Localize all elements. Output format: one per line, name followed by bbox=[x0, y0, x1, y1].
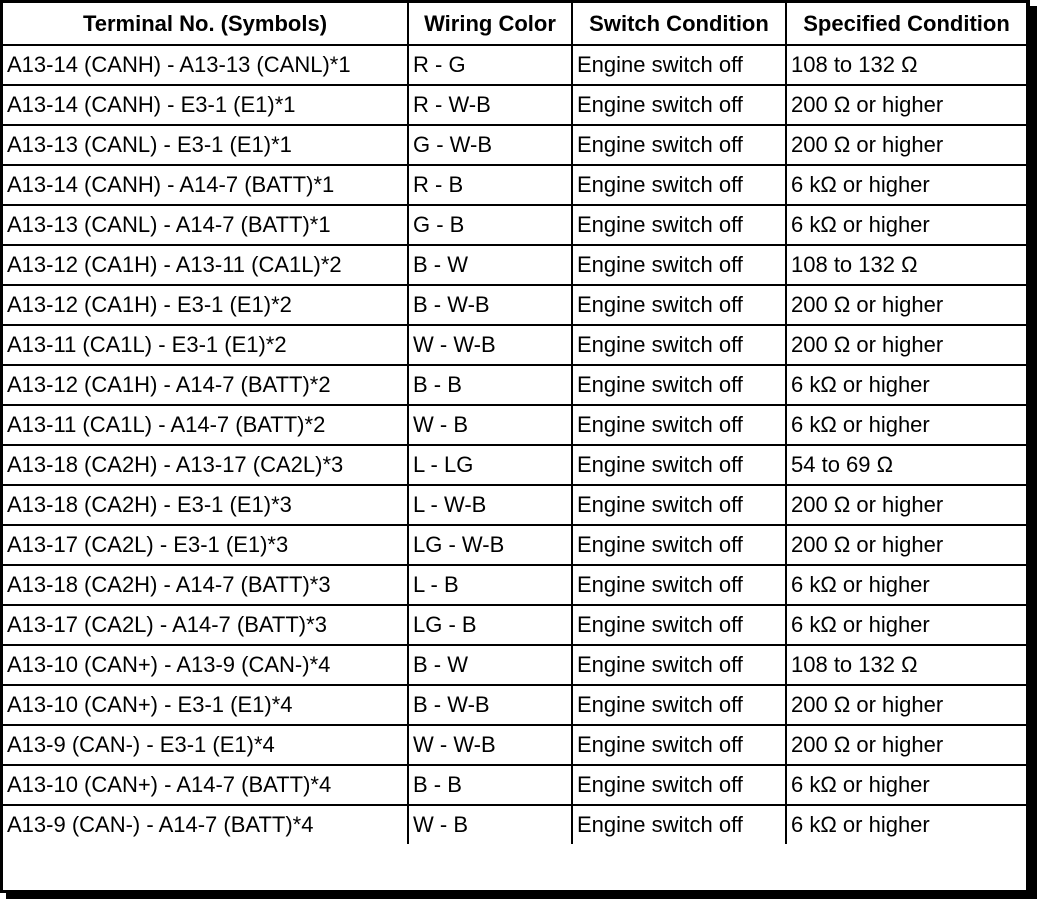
cell-switch-condition: Engine switch off bbox=[572, 325, 786, 365]
cell-terminal: A13-12 (CA1H) - A13-11 (CA1L)*2 bbox=[3, 245, 408, 285]
table-row bbox=[3, 205, 1026, 245]
cell-specified-condition: 200 Ω or higher bbox=[786, 685, 1026, 725]
cell-switch-condition: Engine switch off bbox=[572, 245, 786, 285]
cell-wiring-color: G - B bbox=[408, 205, 572, 245]
frame-shadow-right bbox=[1030, 6, 1037, 899]
cell-terminal: A13-14 (CANH) - E3-1 (E1)*1 bbox=[3, 85, 408, 125]
cell-specified-condition: 6 kΩ or higher bbox=[786, 605, 1026, 645]
cell-switch-condition: Engine switch off bbox=[572, 765, 786, 805]
cell-wiring-color: W - W-B bbox=[408, 725, 572, 765]
cell-terminal: A13-10 (CAN+) - E3-1 (E1)*4 bbox=[3, 685, 408, 725]
cell-terminal: A13-14 (CANH) - A14-7 (BATT)*1 bbox=[3, 165, 408, 205]
table-row bbox=[3, 45, 1026, 85]
cell-switch-condition: Engine switch off bbox=[572, 725, 786, 765]
header-specified-condition: Specified Condition bbox=[786, 3, 1026, 45]
table-row bbox=[3, 525, 1026, 565]
cell-specified-condition: 54 to 69 Ω bbox=[786, 445, 1026, 485]
cell-wiring-color: B - W bbox=[408, 645, 572, 685]
cell-specified-condition: 200 Ω or higher bbox=[786, 325, 1026, 365]
table-row bbox=[3, 485, 1026, 525]
cell-specified-condition: 6 kΩ or higher bbox=[786, 365, 1026, 405]
cell-specified-condition: 6 kΩ or higher bbox=[786, 805, 1026, 844]
cell-terminal: A13-18 (CA2H) - E3-1 (E1)*3 bbox=[3, 485, 408, 525]
cell-wiring-color: B - W-B bbox=[408, 285, 572, 325]
cell-wiring-color: W - B bbox=[408, 405, 572, 445]
cell-switch-condition: Engine switch off bbox=[572, 165, 786, 205]
cell-wiring-color: R - B bbox=[408, 165, 572, 205]
cell-wiring-color: B - W bbox=[408, 245, 572, 285]
cell-terminal: A13-9 (CAN-) - E3-1 (E1)*4 bbox=[3, 725, 408, 765]
cell-terminal: A13-13 (CANL) - A14-7 (BATT)*1 bbox=[3, 205, 408, 245]
table-row bbox=[3, 645, 1026, 685]
cell-specified-condition: 6 kΩ or higher bbox=[786, 765, 1026, 805]
cell-wiring-color: G - W-B bbox=[408, 125, 572, 165]
cell-switch-condition: Engine switch off bbox=[572, 685, 786, 725]
cell-switch-condition: Engine switch off bbox=[572, 405, 786, 445]
cell-wiring-color: B - W-B bbox=[408, 685, 572, 725]
cell-specified-condition: 200 Ω or higher bbox=[786, 725, 1026, 765]
table-row bbox=[3, 365, 1026, 405]
cell-terminal: A13-10 (CAN+) - A14-7 (BATT)*4 bbox=[3, 765, 408, 805]
frame-shadow-bottom bbox=[6, 893, 1037, 899]
table-row bbox=[3, 85, 1026, 125]
cell-specified-condition: 6 kΩ or higher bbox=[786, 405, 1026, 445]
cell-specified-condition: 200 Ω or higher bbox=[786, 125, 1026, 165]
cell-switch-condition: Engine switch off bbox=[572, 565, 786, 605]
resistance-spec-table bbox=[3, 3, 1026, 844]
header-row bbox=[3, 3, 1026, 45]
cell-switch-condition: Engine switch off bbox=[572, 485, 786, 525]
cell-wiring-color: W - W-B bbox=[408, 325, 572, 365]
table-row bbox=[3, 725, 1026, 765]
cell-switch-condition: Engine switch off bbox=[572, 45, 786, 85]
cell-terminal: A13-12 (CA1H) - A14-7 (BATT)*2 bbox=[3, 365, 408, 405]
cell-switch-condition: Engine switch off bbox=[572, 125, 786, 165]
table-row bbox=[3, 685, 1026, 725]
table-row bbox=[3, 125, 1026, 165]
cell-wiring-color: R - G bbox=[408, 45, 572, 85]
cell-wiring-color: L - B bbox=[408, 565, 572, 605]
cell-specified-condition: 6 kΩ or higher bbox=[786, 205, 1026, 245]
cell-switch-condition: Engine switch off bbox=[572, 645, 786, 685]
cell-switch-condition: Engine switch off bbox=[572, 805, 786, 844]
cell-terminal: A13-11 (CA1L) - E3-1 (E1)*2 bbox=[3, 325, 408, 365]
cell-switch-condition: Engine switch off bbox=[572, 445, 786, 485]
cell-wiring-color: B - B bbox=[408, 765, 572, 805]
cell-wiring-color: L - LG bbox=[408, 445, 572, 485]
cell-wiring-color: L - W-B bbox=[408, 485, 572, 525]
cell-specified-condition: 6 kΩ or higher bbox=[786, 165, 1026, 205]
cell-switch-condition: Engine switch off bbox=[572, 365, 786, 405]
table-row bbox=[3, 285, 1026, 325]
cell-terminal: A13-17 (CA2L) - E3-1 (E1)*3 bbox=[3, 525, 408, 565]
cell-terminal: A13-18 (CA2H) - A14-7 (BATT)*3 bbox=[3, 565, 408, 605]
cell-specified-condition: 200 Ω or higher bbox=[786, 485, 1026, 525]
cell-terminal: A13-17 (CA2L) - A14-7 (BATT)*3 bbox=[3, 605, 408, 645]
cell-specified-condition: 200 Ω or higher bbox=[786, 525, 1026, 565]
cell-wiring-color: W - B bbox=[408, 805, 572, 844]
cell-specified-condition: 108 to 132 Ω bbox=[786, 45, 1026, 85]
cell-specified-condition: 108 to 132 Ω bbox=[786, 645, 1026, 685]
cell-terminal: A13-13 (CANL) - E3-1 (E1)*1 bbox=[3, 125, 408, 165]
table-row bbox=[3, 445, 1026, 485]
cell-terminal: A13-18 (CA2H) - A13-17 (CA2L)*3 bbox=[3, 445, 408, 485]
table-row bbox=[3, 805, 1026, 844]
cell-wiring-color: R - W-B bbox=[408, 85, 572, 125]
cell-terminal: A13-12 (CA1H) - E3-1 (E1)*2 bbox=[3, 285, 408, 325]
cell-terminal: A13-10 (CAN+) - A13-9 (CAN-)*4 bbox=[3, 645, 408, 685]
cell-specified-condition: 108 to 132 Ω bbox=[786, 245, 1026, 285]
header-wiring-color: Wiring Color bbox=[408, 3, 572, 45]
cell-terminal: A13-11 (CA1L) - A14-7 (BATT)*2 bbox=[3, 405, 408, 445]
table-row bbox=[3, 325, 1026, 365]
cell-wiring-color: B - B bbox=[408, 365, 572, 405]
table-row bbox=[3, 165, 1026, 205]
header-terminal: Terminal No. (Symbols) bbox=[3, 3, 408, 45]
cell-switch-condition: Engine switch off bbox=[572, 85, 786, 125]
table-row bbox=[3, 245, 1026, 285]
table-row bbox=[3, 605, 1026, 645]
cell-terminal: A13-14 (CANH) - A13-13 (CANL)*1 bbox=[3, 45, 408, 85]
cell-switch-condition: Engine switch off bbox=[572, 605, 786, 645]
cell-wiring-color: LG - W-B bbox=[408, 525, 572, 565]
cell-terminal: A13-9 (CAN-) - A14-7 (BATT)*4 bbox=[3, 805, 408, 844]
cell-specified-condition: 6 kΩ or higher bbox=[786, 565, 1026, 605]
cell-wiring-color: LG - B bbox=[408, 605, 572, 645]
cell-switch-condition: Engine switch off bbox=[572, 525, 786, 565]
cell-switch-condition: Engine switch off bbox=[572, 285, 786, 325]
table-row bbox=[3, 565, 1026, 605]
header-switch-condition: Switch Condition bbox=[572, 3, 786, 45]
cell-switch-condition: Engine switch off bbox=[572, 205, 786, 245]
cell-specified-condition: 200 Ω or higher bbox=[786, 285, 1026, 325]
cell-specified-condition: 200 Ω or higher bbox=[786, 85, 1026, 125]
table-row bbox=[3, 765, 1026, 805]
table-row bbox=[3, 405, 1026, 445]
